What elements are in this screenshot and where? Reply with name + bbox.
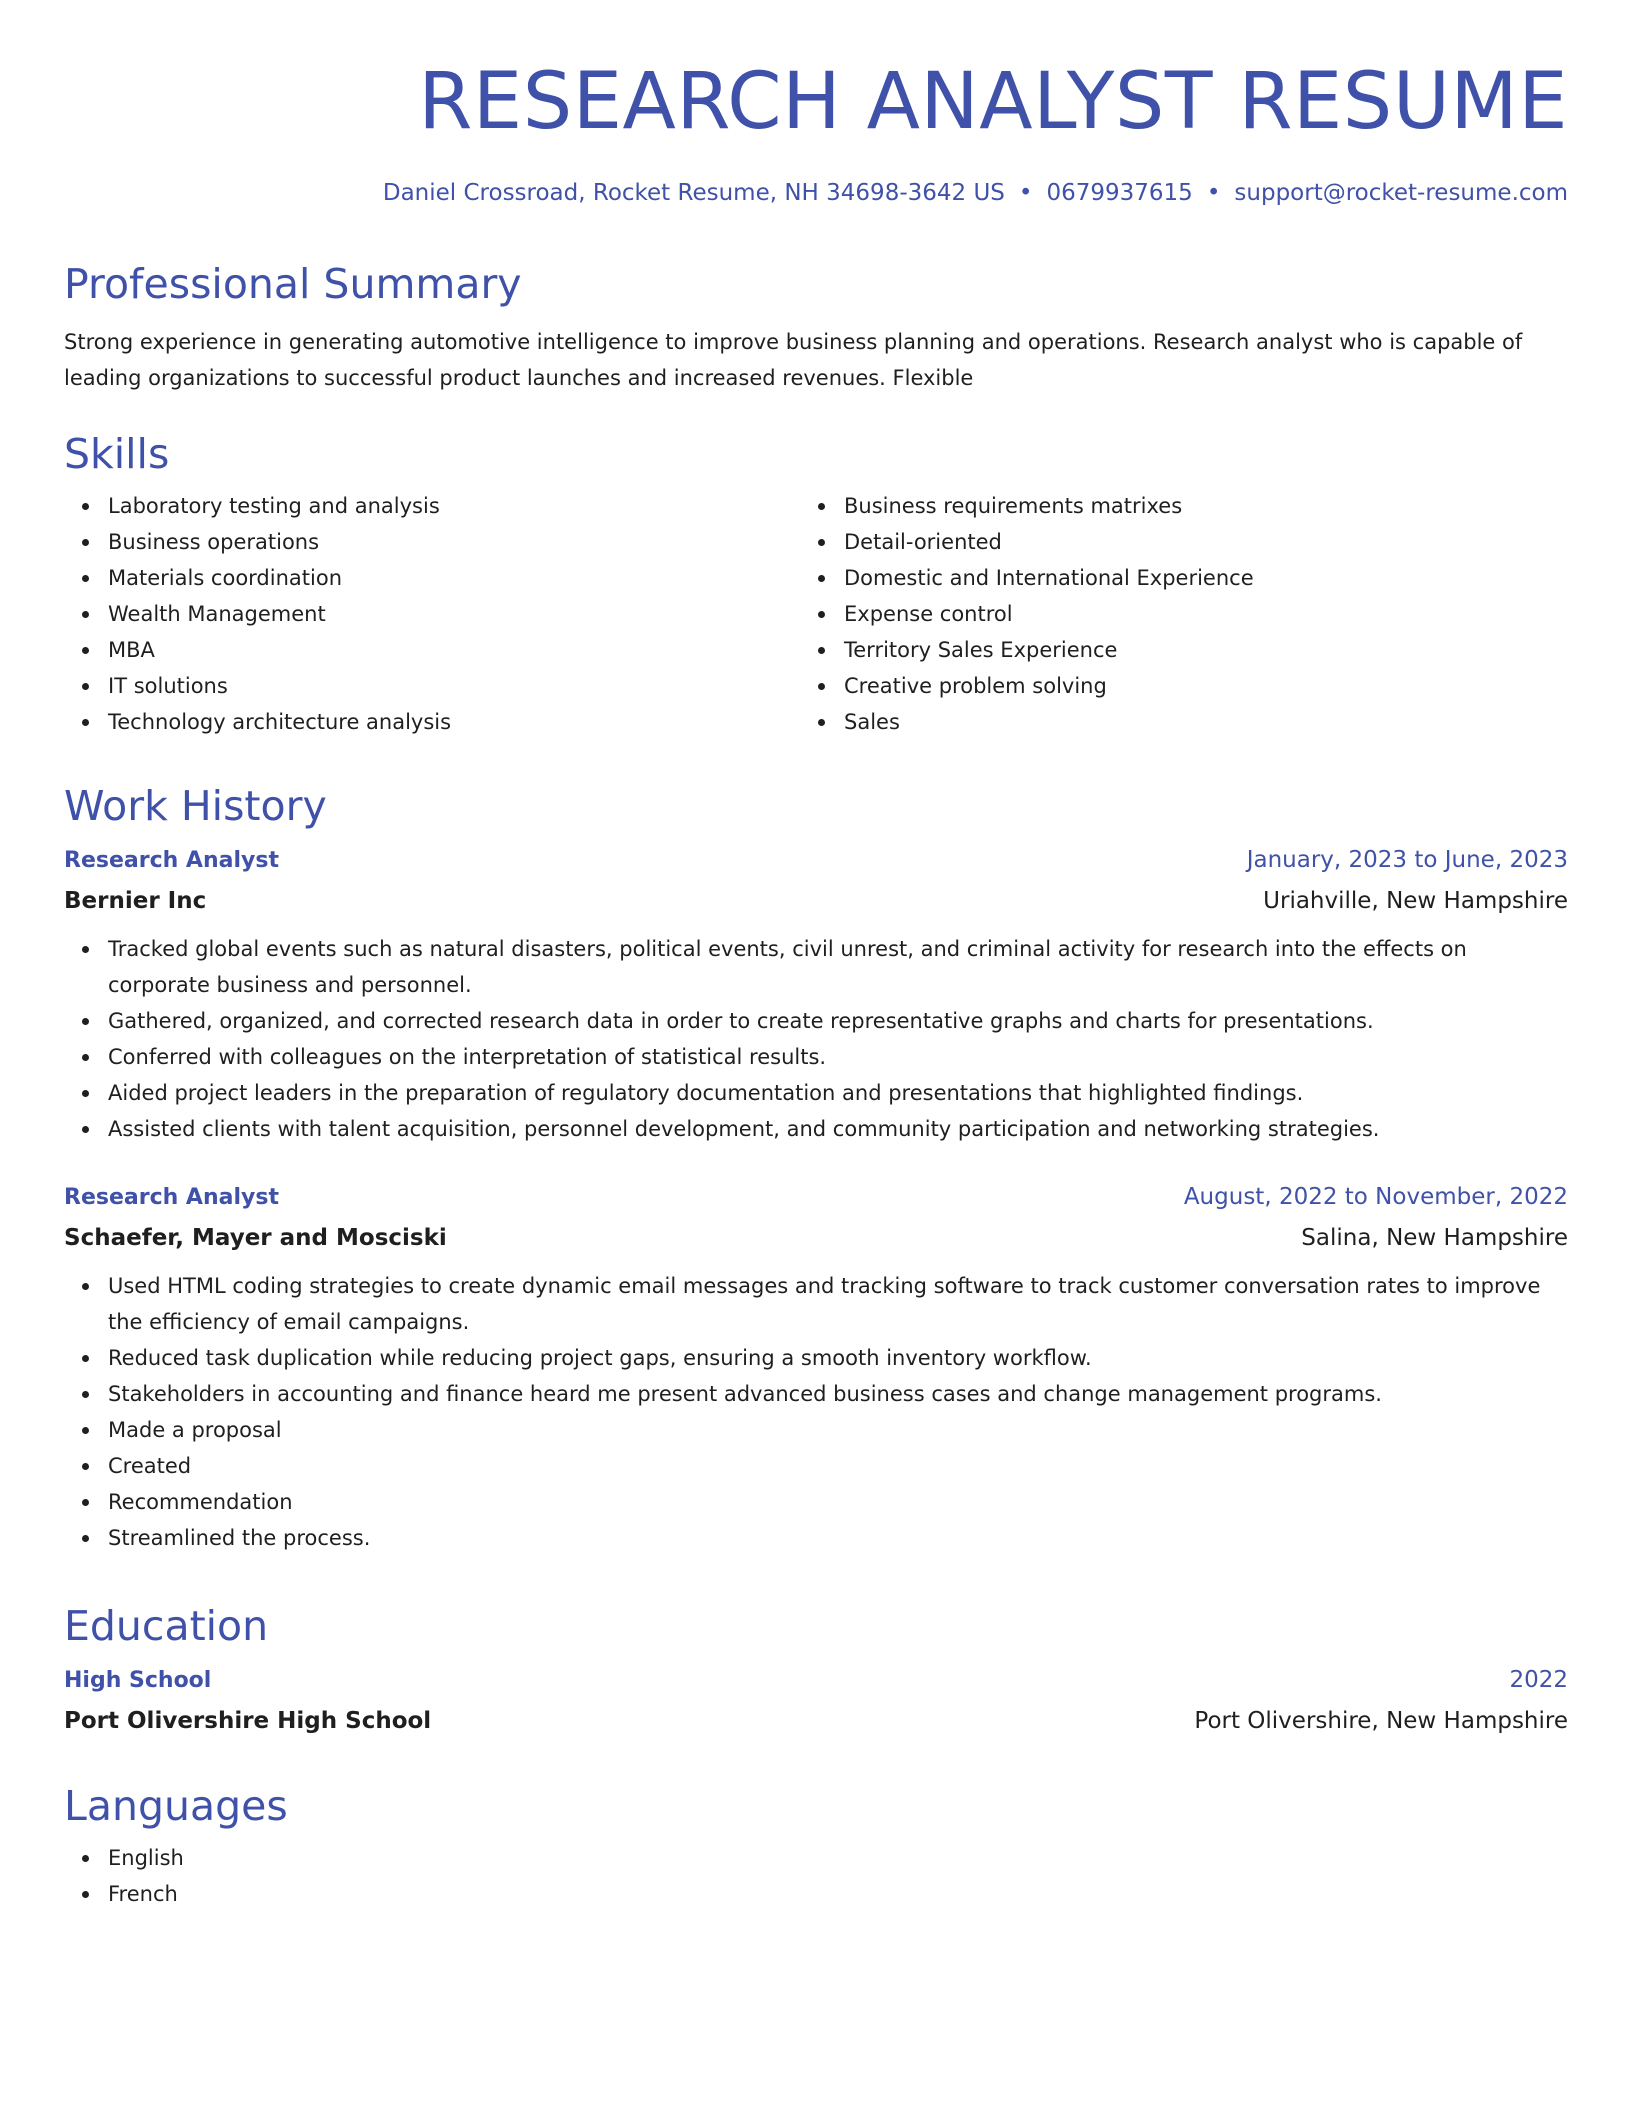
job-entry <box>64 840 1568 1147</box>
resume-title: RESEARCH ANALYST RESUME <box>418 57 1568 147</box>
skill-item: Technology architecture analysis <box>108 704 800 740</box>
job-bullet: Reduced task duplication while reducing project gaps, ensuring a smooth inventory workflow. <box>108 1340 1568 1376</box>
job-bullet: Streamlined the process. <box>108 1520 1568 1556</box>
job-bullets <box>64 1268 1568 1556</box>
skill-item: Sales <box>844 704 1536 740</box>
skill-item: Materials coordination <box>108 560 800 596</box>
job-location: Salina, New Hampshire <box>1301 1225 1568 1251</box>
contact-phone[interactable]: 0679937615 <box>1046 180 1193 206</box>
language-item: English <box>108 1840 1568 1876</box>
skill-item: Detail-oriented <box>844 524 1536 560</box>
job-bullets <box>64 931 1568 1147</box>
summary-text: Strong experience in generating automotive intelligence to improve business planning and operations. Research analyst who is capable of leading organizations to successful product launches and increased revenues. Flexible <box>64 330 1523 390</box>
education-heading: Education <box>64 1602 269 1650</box>
contact-line <box>383 176 1568 210</box>
contact-separator: • <box>1206 180 1221 206</box>
summary-heading: Professional Summary <box>64 260 522 308</box>
education-school: Port Olivershire High School <box>64 1708 432 1734</box>
language-item: French <box>108 1876 1568 1912</box>
education-school-row <box>64 1701 1568 1741</box>
languages-list <box>64 1840 1568 1912</box>
job-entry <box>64 1177 1568 1556</box>
job-bullet: Assisted clients with talent acquisition, personnel development, and community participation and networking strategies. <box>108 1111 1568 1147</box>
work-history-section <box>64 780 1568 1556</box>
job-bullet: Used HTML coding strategies to create dynamic email messages and tracking software to track customer conversation rates to improve the efficiency of email campaigns. <box>108 1268 1568 1340</box>
education-location: Port Olivershire, New Hampshire <box>1194 1708 1568 1734</box>
skills-column-right <box>800 488 1536 740</box>
job-bullet: Made a proposal <box>108 1412 1568 1448</box>
job-dates: January, 2023 to June, 2023 <box>1246 847 1568 873</box>
skills-grid <box>64 488 1568 740</box>
job-company: Bernier Inc <box>64 888 207 914</box>
job-location: Uriahville, New Hampshire <box>1263 888 1568 914</box>
skill-item: Domestic and International Experience <box>844 560 1536 596</box>
skill-item: Wealth Management <box>108 596 800 632</box>
job-bullet: Aided project leaders in the preparation of regulatory documentation and presentations that highlighted findings. <box>108 1075 1568 1111</box>
job-company-row <box>64 881 1568 921</box>
contact-email[interactable]: support@rocket-resume.com <box>1234 180 1568 206</box>
languages-heading: Languages <box>64 1782 288 1830</box>
job-title-row <box>64 1177 1568 1218</box>
skills-heading: Skills <box>64 430 170 478</box>
education-degree-row <box>64 1660 1568 1701</box>
languages-section <box>64 1780 1568 1912</box>
job-company: Schaefer, Mayer and Mosciski <box>64 1225 447 1251</box>
skill-item: Expense control <box>844 596 1536 632</box>
skills-section <box>64 428 1568 740</box>
job-bullet: Created <box>108 1448 1568 1484</box>
job-bullet: Conferred with colleagues on the interpretation of statistical results. <box>108 1039 1568 1075</box>
skill-item: MBA <box>108 632 800 668</box>
contact-separator: • <box>1018 180 1033 206</box>
job-title-row <box>64 840 1568 881</box>
skills-column-left <box>64 488 800 740</box>
education-year: 2022 <box>1509 1667 1568 1693</box>
job-company-row <box>64 1218 1568 1258</box>
education-degree: High School <box>64 1668 212 1693</box>
skill-item: Territory Sales Experience <box>844 632 1536 668</box>
education-section <box>64 1600 1568 1741</box>
skill-item: Laboratory testing and analysis <box>108 488 800 524</box>
job-bullet: Gathered, organized, and corrected research data in order to create representative graphs and charts for presentations. <box>108 1003 1568 1039</box>
job-bullet: Tracked global events such as natural disasters, political events, civil unrest, and criminal activity for research into the effects on corporate business and personnel. <box>108 931 1568 1003</box>
job-bullet: Stakeholders in accounting and finance heard me present advanced business cases and change management programs. <box>108 1376 1568 1412</box>
education-entry <box>64 1660 1568 1741</box>
skill-item: Business requirements matrixes <box>844 488 1536 524</box>
contact-address: Daniel Crossroad, Rocket Resume, NH 34698-3642 US <box>382 180 1005 206</box>
job-title: Research Analyst <box>64 848 279 873</box>
job-bullet: Recommendation <box>108 1484 1568 1520</box>
skill-item: Creative problem solving <box>844 668 1536 704</box>
summary-section <box>64 258 1568 396</box>
work-history-heading: Work History <box>64 782 327 830</box>
skill-item: Business operations <box>108 524 800 560</box>
job-dates: August, 2022 to November, 2022 <box>1183 1184 1568 1210</box>
job-title: Research Analyst <box>64 1185 279 1210</box>
skill-item: IT solutions <box>108 668 800 704</box>
